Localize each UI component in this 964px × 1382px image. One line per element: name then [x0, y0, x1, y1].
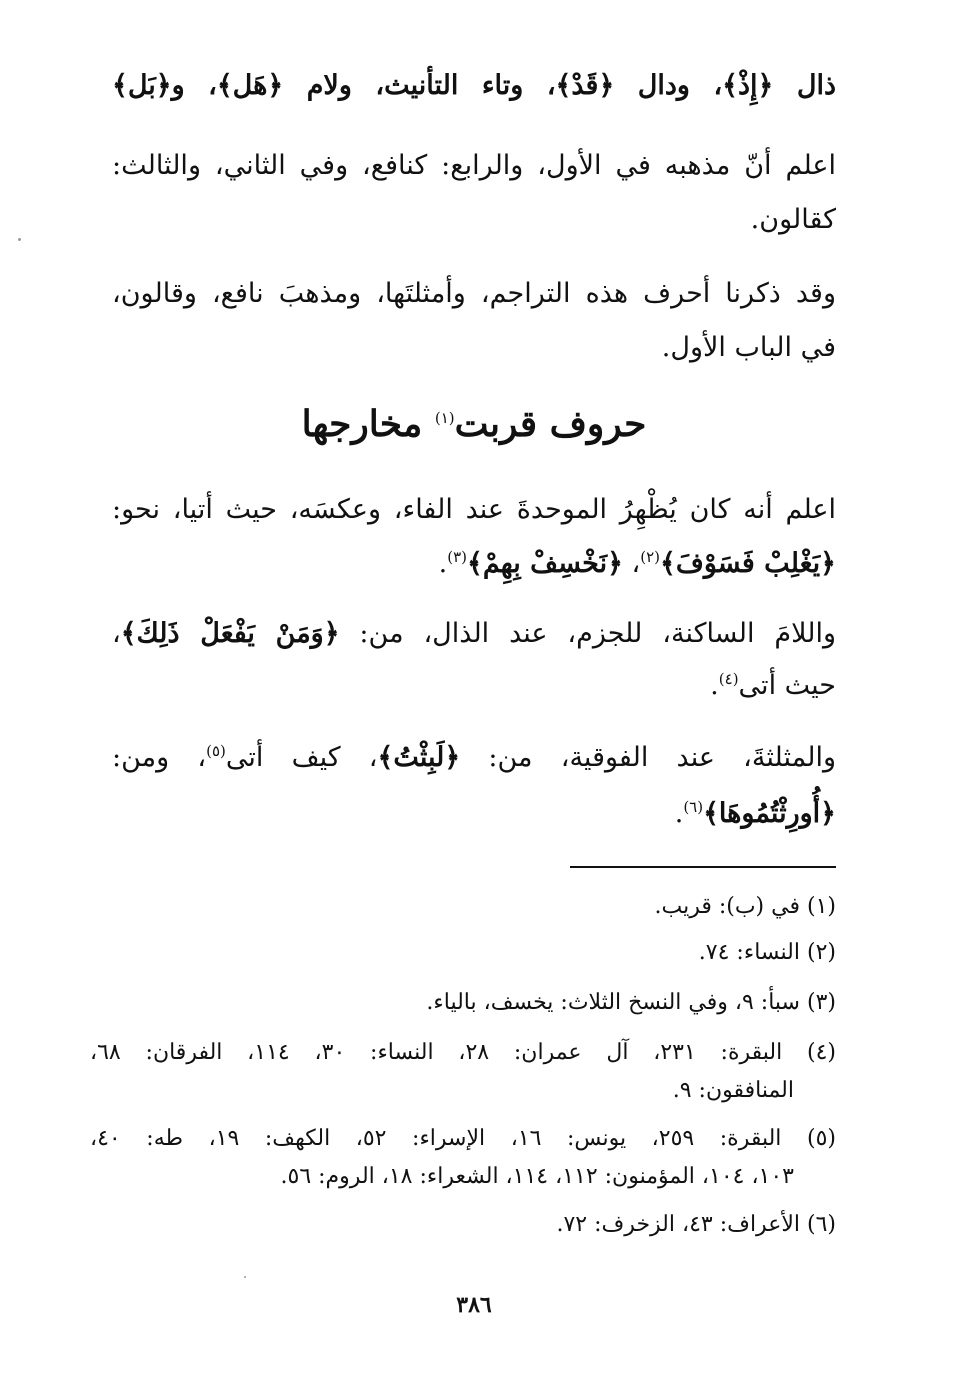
heading-footnote-ref[interactable]: (١): [434, 409, 455, 427]
quran-quote: ﴿أُورِثْتُمُوهَا﴾: [703, 798, 836, 829]
footnote-text: الأعراف: ٤٣، الزخرف: ٧٢.: [556, 1212, 800, 1237]
para5-text-mid: ، كيف أتى: [225, 742, 378, 773]
footnote-number: (١): [806, 894, 836, 919]
footnote-ref[interactable]: (٤): [718, 670, 739, 688]
period: .: [710, 670, 719, 701]
para1-text: اعلم أنّ مذهبه في الأول، والرابع: كنافع، وفي الثاني، والثالث:: [112, 150, 836, 181]
footnote-text: البقرة: ٢٣١، آل عمران: ٢٨، النساء: ٣٠، ١١٤، الفرقان: ٦٨،: [90, 1040, 783, 1065]
footnote-text-cont: ١٠٣، ١٠٤، المؤمنون: ١١٢، ١١٤، الشعراء: ١٨، الروم: ٥٦.: [280, 1164, 794, 1189]
para4-text-cont: حيث أتى: [738, 670, 836, 701]
footnote-number: (٥): [806, 1126, 836, 1151]
footnote-number: (٦): [806, 1212, 836, 1237]
para2-line1: [112, 272, 836, 316]
top-line: [112, 64, 836, 108]
comma: ،: [112, 618, 121, 649]
scan-speck: [18, 238, 21, 241]
para2-line2: [112, 326, 836, 370]
page-number: ٣٨٦: [456, 1292, 492, 1318]
footnote-text: سبأ: ٩، وفي النسخ الثلاث: يخسف، بالياء.: [426, 990, 800, 1015]
quran-quote: ﴿يَغْلِبْ فَسَوْفَ﴾: [660, 548, 836, 579]
para2-text: وقد ذكرنا أحرف هذه التراجم، وأمثلتَها، ومذهبَ نافع، وقالون،: [112, 278, 836, 309]
footnote-2: [112, 936, 836, 970]
footnote-3: [112, 986, 836, 1020]
period: .: [674, 798, 684, 829]
footnote-ref[interactable]: (٢): [640, 548, 661, 566]
para4-text: واللامَ الساكنة، للجزم، عند الذال، من:: [339, 618, 836, 649]
footnote-separator: [570, 866, 836, 868]
para1-line1: [112, 144, 836, 188]
para4-line2: [112, 664, 836, 708]
para5-text: والمثلثةَ، عند الفوقية، من:: [460, 742, 836, 773]
footnote-4: [90, 1036, 836, 1070]
footnote-5-cont: [112, 1160, 794, 1194]
para2-text-cont: في الباب الأول.: [661, 332, 836, 363]
scan-speck: [244, 1276, 246, 1278]
period: .: [438, 548, 448, 579]
footnote-number: (٣): [806, 990, 836, 1015]
para5-line2: [112, 792, 836, 836]
footnote-text: في (ب): قريب.: [654, 894, 800, 919]
footnote-1: [112, 890, 836, 924]
footnote-ref[interactable]: (٦): [683, 798, 704, 816]
footnote-number: (٤): [807, 1040, 837, 1065]
para3-line1: [112, 488, 836, 532]
para5-text-end: ، ومن:: [112, 742, 207, 773]
para4-line1: [112, 612, 836, 656]
quran-quote: ﴿وَمَنْ يَفْعَلْ ذَلِكَ﴾: [120, 618, 340, 649]
footnote-text-cont: المنافقون: ٩.: [672, 1078, 794, 1103]
para1-line2: [112, 198, 836, 242]
heading-text: حروف قربت: [454, 403, 647, 445]
footnote-number: (٢): [806, 940, 836, 965]
para1-text-cont: كقالون.: [750, 204, 836, 235]
section-heading: [112, 398, 836, 450]
quran-quote: ﴿لَبِثْتُ﴾: [377, 742, 461, 773]
footnote-6: [112, 1208, 836, 1242]
quran-quote: ﴿نَخْسِفْ بِهِمْ﴾: [467, 548, 623, 579]
footnote-5: [90, 1122, 836, 1156]
heading-text-end: مخارجها: [301, 403, 435, 445]
para3-text: اعلم أنه كان يُظْهِرُ الموحدةَ عند الفاء، وعكسَه، حيث أتيا، نحو:: [112, 494, 836, 525]
footnote-text: النساء: ٧٤.: [698, 940, 800, 965]
page: [90, 0, 837, 1382]
separator: ،: [622, 548, 641, 579]
footnote-4-cont: [112, 1074, 794, 1108]
footnote-ref[interactable]: (٥): [206, 742, 226, 760]
footnote-text: البقرة: ٢٥٩، يونس: ١٦، الإسراء: ٥٢، الكهف: ١٩، طه: ٤٠،: [90, 1126, 782, 1151]
top-line-text: ذال ﴿إِذْ﴾، ودال ﴿قَدْ﴾، وتاء التأنيث، ولام ﴿هَل﴾، و﴿بَل﴾: [112, 70, 836, 101]
para5-line1: [112, 736, 836, 780]
para3-line2: [112, 542, 836, 586]
footnote-ref[interactable]: (٣): [447, 548, 467, 566]
